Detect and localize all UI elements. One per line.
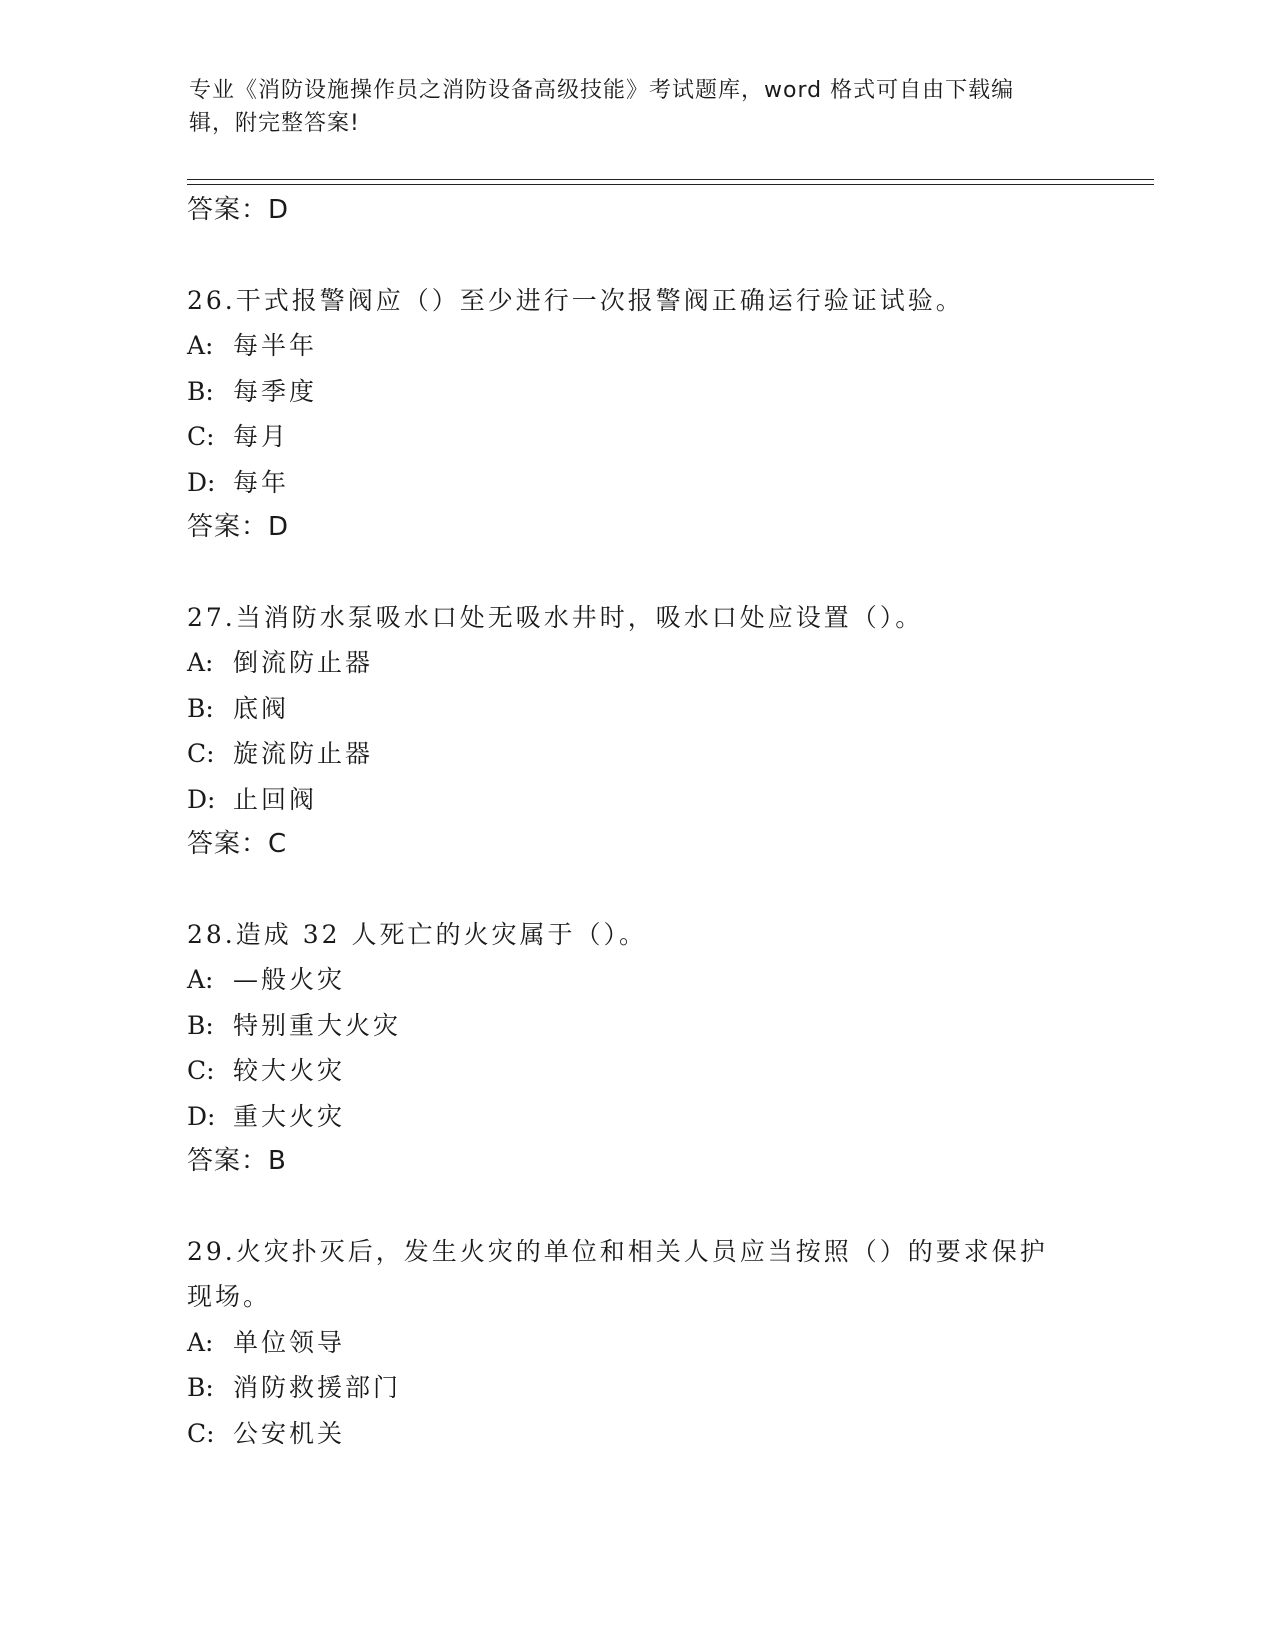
question-block <box>187 912 1087 1185</box>
question-block <box>187 1229 1087 1457</box>
answer-option <box>187 640 1087 686</box>
option-letter: C: <box>187 1056 215 1085</box>
answer-option <box>187 777 1087 823</box>
answer-option <box>187 323 1087 369</box>
question-gap <box>187 551 1087 595</box>
option-letter: A: <box>187 648 214 677</box>
answer-option <box>187 460 1087 506</box>
option-letter: D: <box>187 467 216 497</box>
header-line-2: 辑，附完整答案! <box>189 111 360 136</box>
question-stem: 28.造成 32 人死亡的火灾属于（）。 <box>187 919 647 949</box>
option-letter: D: <box>187 1101 216 1131</box>
document-header <box>189 74 1069 140</box>
option-text: 特别重大火灾 <box>233 1010 402 1040</box>
question-block <box>187 278 1087 551</box>
option-text: 公安机关 <box>233 1418 346 1448</box>
option-text: 每年 <box>233 467 290 497</box>
option-text: 每季度 <box>233 376 318 406</box>
option-letter: B: <box>187 693 214 723</box>
option-text: 较大火灾 <box>233 1056 346 1085</box>
option-text: 每半年 <box>233 331 318 360</box>
option-letter: B: <box>187 376 214 406</box>
option-text: 底阀 <box>233 693 290 723</box>
option-letter: C: <box>187 1418 215 1448</box>
question-gap <box>187 1185 1087 1229</box>
option-text: 每月 <box>233 422 290 451</box>
answer-option <box>187 1320 1087 1366</box>
answer-option <box>187 731 1087 777</box>
option-letter: C: <box>187 739 215 768</box>
question-gap <box>187 868 1087 912</box>
answer-option <box>187 1411 1087 1457</box>
option-text: 消防救援部门 <box>233 1373 402 1402</box>
answer-option <box>187 1094 1087 1140</box>
header-divider-top <box>187 179 1154 180</box>
header-divider-bottom <box>187 184 1154 185</box>
previous-answer: 答案：D <box>187 195 290 225</box>
question-block <box>187 595 1087 868</box>
questions-container <box>187 234 1087 1457</box>
answer-option <box>187 1365 1087 1411</box>
answer-option <box>187 369 1087 415</box>
question-list <box>187 188 1087 1456</box>
question-stem: 26.干式报警阀应（）至少进行一次报警阀正确运行验证试验。 <box>187 285 964 315</box>
option-letter: B: <box>187 1010 214 1040</box>
question-stem: 现场。 <box>187 1282 272 1311</box>
question-answer: 答案：B <box>187 1146 287 1176</box>
answer-option <box>187 414 1087 460</box>
header-line-1: 专业《消防设施操作员之消防设备高级技能》考试题库，word 格式可自由下载编 <box>189 78 1015 103</box>
option-text: 重大火灾 <box>233 1101 346 1131</box>
option-text: —般火灾 <box>233 965 346 994</box>
question-gap <box>187 234 1087 278</box>
answer-option <box>187 1003 1087 1049</box>
answer-option <box>187 957 1087 1003</box>
question-answer: 答案：C <box>187 829 288 859</box>
option-letter: A: <box>187 965 214 994</box>
answer-option <box>187 1048 1087 1094</box>
option-text: 止回阀 <box>233 784 318 814</box>
option-text: 单位领导 <box>233 1327 346 1357</box>
option-letter: A: <box>187 1327 214 1357</box>
question-stem: 29.火灾扑灭后，发生火灾的单位和相关人员应当按照（）的要求保护 <box>187 1236 1048 1266</box>
option-letter: C: <box>187 422 215 451</box>
option-letter: B: <box>187 1373 214 1402</box>
option-letter: D: <box>187 784 216 814</box>
option-text: 倒流防止器 <box>233 648 374 677</box>
option-letter: A: <box>187 331 214 360</box>
option-text: 旋流防止器 <box>233 739 374 768</box>
question-stem: 27.当消防水泵吸水口处无吸水井时，吸水口处应设置（）。 <box>187 602 924 632</box>
answer-option <box>187 686 1087 732</box>
question-answer: 答案：D <box>187 512 290 542</box>
